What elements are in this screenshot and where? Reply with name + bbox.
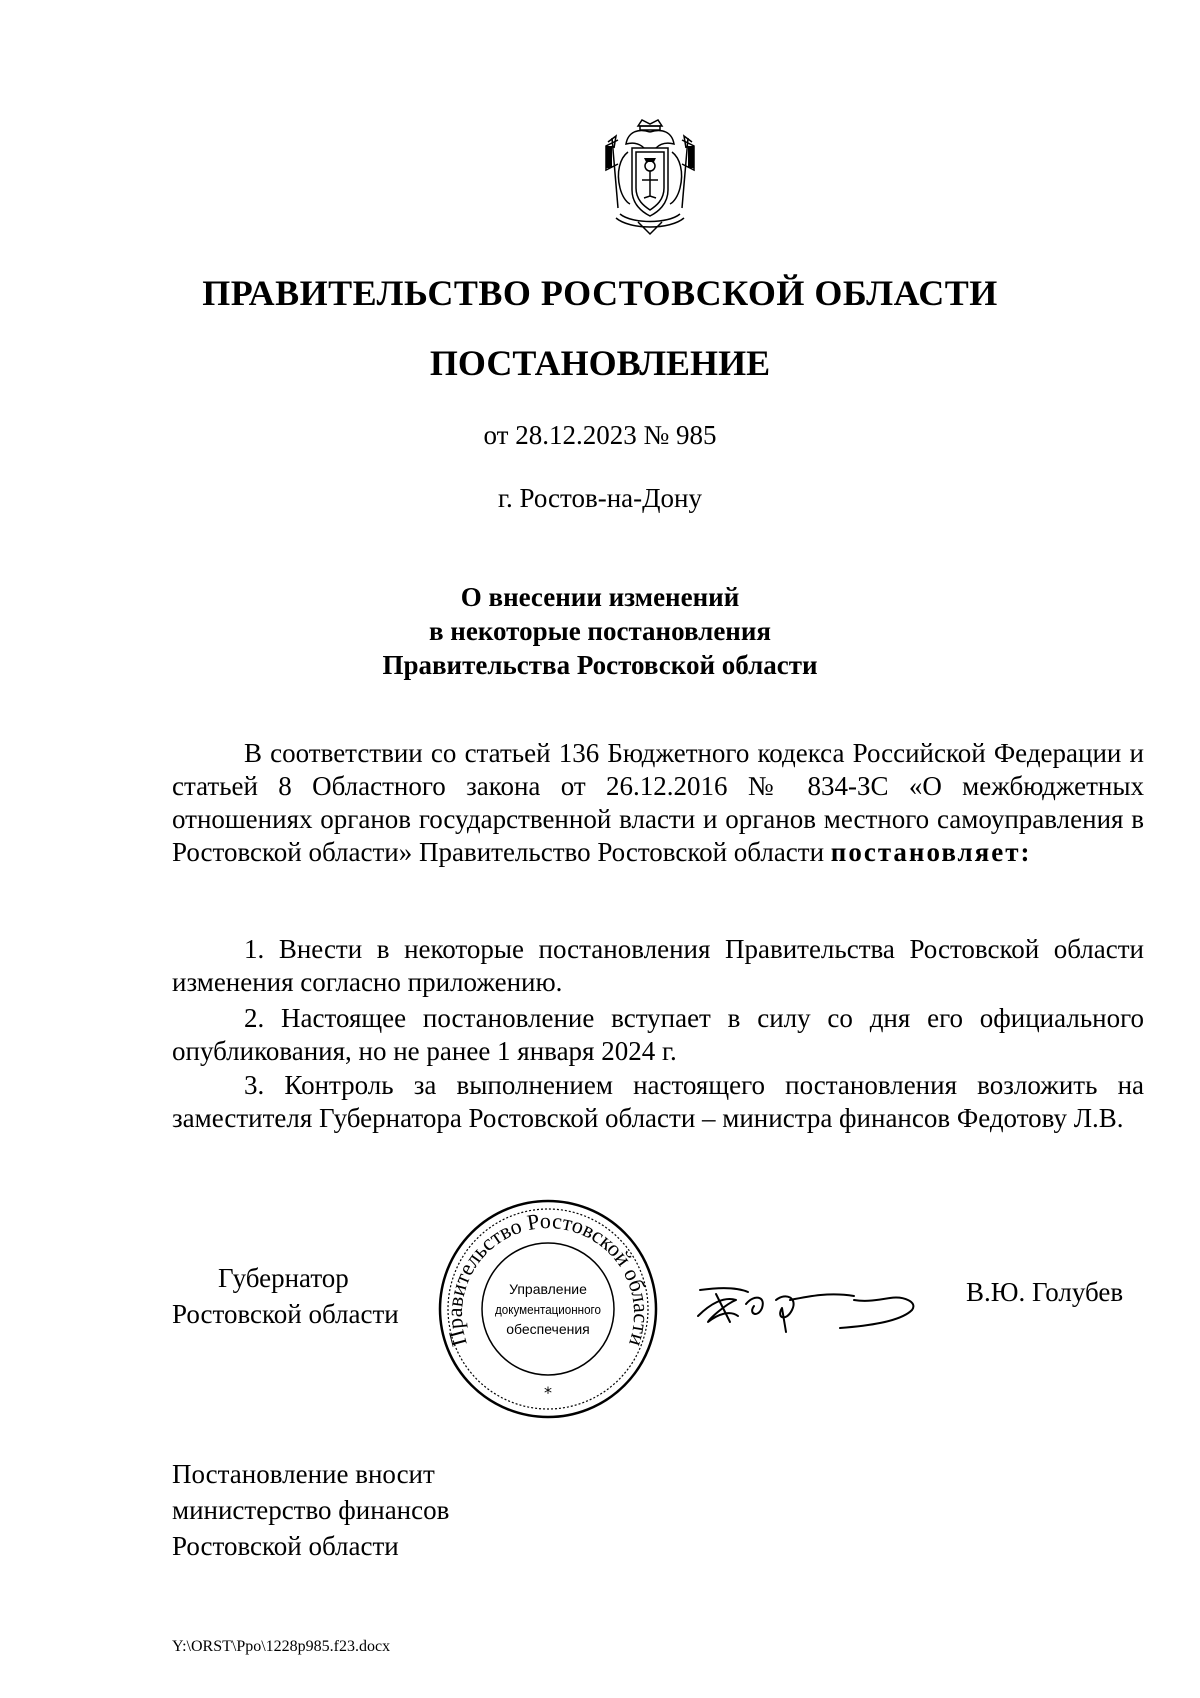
subject-line-1: О внесении изменений <box>460 582 740 612</box>
submitted-by-block <box>172 1456 449 1564</box>
document-city: г. Ростов-на-Дону <box>497 483 702 513</box>
resolves-word: постановляет: <box>830 837 1032 867</box>
submitted-by-line-3: Ростовской области <box>172 1531 399 1561</box>
footer-file-path: Y:\ORST\Ppo\1228p985.f23.docx <box>172 1638 391 1655</box>
coat-of-arms-icon <box>598 118 702 238</box>
stamp-ring-text: Правительство Ростовской области <box>441 1207 655 1350</box>
signatory-title <box>172 1260 399 1332</box>
item-1-paragraph: 1. Внести в некоторые постановления Правительства Ростовской области изменения согласно приложению. <box>172 934 1144 997</box>
signatory-title-line-2: Ростовской области <box>172 1299 399 1329</box>
handwritten-signature-icon <box>690 1270 930 1340</box>
subject-line-2: в некоторые постановления <box>428 616 772 646</box>
item-2-paragraph: 2. Настоящее постановление вступает в силу со дня его официального опубликования, но не ранее 1 января 2024 г. <box>172 1003 1144 1066</box>
document-date-number: от 28.12.2023 № 985 <box>483 420 717 450</box>
subject-line-3: Правительства Ростовской области <box>382 650 818 680</box>
signatory-name: В.Ю. Голубев <box>966 1277 1124 1307</box>
submitted-by-line-2: министерство финансов <box>172 1495 450 1525</box>
official-stamp <box>437 1198 659 1420</box>
submitted-by-line-1: Постановление вносит <box>172 1459 435 1489</box>
signatory-title-line-1: Губернатор <box>218 1263 349 1293</box>
document-subject <box>0 580 1200 682</box>
stamp-center-line-1: Управление <box>509 1281 587 1297</box>
organization-title: ПРАВИТЕЛЬСТВО РОСТОВСКОЙ ОБЛАСТИ <box>202 273 998 313</box>
preamble-text: В соответствии со статьей 136 Бюджетного кодекса Российской Федерации и статьей 8 Областного закона от 26.12.2016 № 834-ЗС «О межбюджетных отношениях органов государственной власти и органов местного самоуправления в Ростовской области» Правительство Ростовской области <box>172 738 1144 867</box>
stamp-center-line-2: документационного <box>495 1302 601 1317</box>
stamp-center-line-3: обеспечения <box>506 1321 590 1337</box>
preamble-paragraph <box>172 737 1144 869</box>
item-3-paragraph: 3. Контроль за выполнением настоящего постановления возложить на заместителя Губернатора Ростовской области – министра финансов Федотову Л.В. <box>172 1070 1144 1133</box>
document-type: ПОСТАНОВЛЕНИЕ <box>429 343 771 383</box>
stamp-star: * <box>544 1383 552 1402</box>
